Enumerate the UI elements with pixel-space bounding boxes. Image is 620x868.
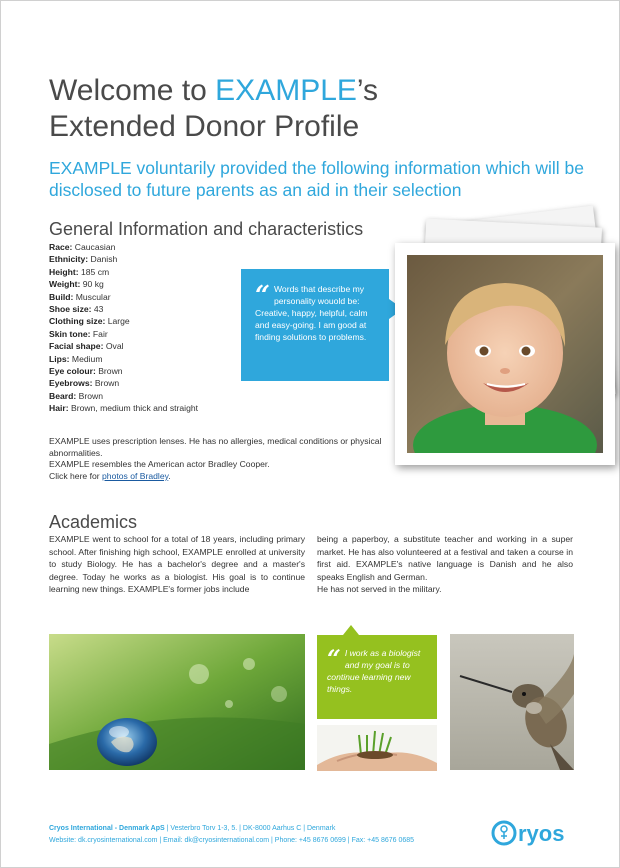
quote-mark-icon: “ [255, 281, 270, 311]
trait-label: Beard: [49, 390, 77, 401]
academics-column-right [317, 533, 573, 596]
trait-label: Eye colour: [49, 366, 96, 377]
trait-label: Height: [49, 266, 79, 277]
hands-sprout-image [317, 725, 437, 771]
water-drop-photo [49, 634, 305, 770]
footer-line2: Website: dk.cryosinternational.com | Email: dk@cryosinternational.com | Phone: +45 8676 0699 | Fax: +45 8676 0685 [49, 837, 415, 844]
quote-mark-icon-green: “ [327, 644, 341, 673]
hands-sprout-photo [317, 725, 437, 771]
trait-label: Skin tone: [49, 328, 91, 339]
trait-row [49, 328, 249, 340]
trait-value: Medium [69, 353, 103, 364]
water-drop-image [49, 634, 305, 770]
traits-list [49, 241, 249, 415]
resemblance-note: EXAMPLE resembles the American actor Bradley Cooper. [49, 459, 270, 470]
trait-value: Brown [92, 378, 120, 389]
trait-row [49, 278, 249, 290]
trait-row [49, 340, 249, 352]
footer [49, 823, 489, 847]
personality-quote-text: Words that describe my personality wouold be: Creative, happy, helpful, calm and easy-going. I am good at finding solutions to problems. [255, 284, 368, 342]
general-heading: General Information and characteristics [49, 219, 364, 239]
donor-child-photo-frame [395, 243, 615, 465]
general-notes [49, 436, 389, 482]
health-note: EXAMPLE uses prescription lenses. He has no allergies, medical conditions or physical abnormalities. [49, 436, 382, 458]
trait-label: Facial shape: [49, 341, 104, 352]
trait-value: 43 [91, 304, 104, 315]
trait-row [49, 315, 249, 327]
website-link[interactable]: Website: dk.cryosinternational.com [49, 837, 158, 844]
trait-row [49, 303, 249, 315]
city-postal: DK-8000 Aarhus C [242, 825, 302, 832]
child-photo [407, 255, 603, 453]
fax-number: Fax: +45 8676 0685 [351, 837, 415, 844]
military-note: He has not served in the military. [317, 584, 442, 595]
hummingbird-photo [450, 634, 574, 770]
footer-line1: Cryos International - Denmark ApS | Vesterbro Torv 1-3, 5. | DK-8000 Aarhus C | Denmark [49, 825, 336, 832]
trait-value: Brown [95, 366, 123, 377]
trait-value: Muscular [73, 291, 111, 302]
trait-label: Race: [49, 242, 73, 252]
child-photo-image [407, 255, 603, 453]
email-link[interactable]: Email: dk@cryosinternational.com [163, 837, 270, 844]
academics-right-text: being a paperboy, a substitute teacher and working in a super market. He has also volunteered at a festival and taken a course in first aid. EXAMPLE's native language is Danish and he also speaks English and German. [317, 534, 573, 582]
trait-row [49, 390, 249, 402]
trait-row [49, 266, 249, 278]
page-title [49, 73, 589, 145]
academics-heading: Academics [49, 512, 138, 532]
career-quote [317, 635, 437, 719]
trait-label: Ethnicity: [49, 254, 89, 265]
trait-value: 185 cm [78, 266, 110, 277]
trait-row [49, 402, 249, 414]
trait-label: Build: [49, 291, 74, 302]
trait-value: Oval [103, 341, 124, 352]
photos-link-suffix: . [168, 470, 171, 481]
trait-value: Brown, medium thick and straight [68, 403, 199, 414]
trait-value: 90 kg [80, 279, 104, 290]
donor-name: EXAMPLE [215, 74, 357, 107]
street-address: Vesterbro Torv 1-3, 5. [170, 825, 238, 832]
trait-label: Lips: [49, 353, 70, 364]
personality-quote [241, 269, 389, 381]
trait-value: Brown [76, 390, 103, 401]
logo-wordmark: ryos [518, 821, 565, 846]
trait-value: Caucasian [72, 242, 116, 252]
trait-label: Clothing size: [49, 316, 106, 327]
title-line2: Extended Donor Profile [49, 110, 360, 143]
hummingbird-image [450, 634, 574, 770]
country: Denmark [306, 825, 336, 832]
trait-row [49, 365, 249, 377]
photos-link-row [49, 471, 389, 483]
trait-row [49, 253, 249, 265]
academics-column-left: EXAMPLE went to school for a total of 18 years, including primary school. After finishing high school, EXAMPLE enrolled at university to study Biology. He has a bachelor's degree and a master's degree. Today he works as a biologist. His goal is to continue learning new things. EXAMPLE's former jobs include [49, 534, 305, 595]
company-name: Cryos International - Denmark ApS [49, 825, 165, 832]
trait-value: Fair [90, 328, 108, 339]
trait-value: Danish [88, 254, 118, 265]
trait-label: Shoe size: [49, 304, 92, 315]
title-possessive: ’s [356, 74, 379, 107]
phone-number: Phone: +45 8676 0699 [274, 837, 346, 844]
trait-row [49, 291, 249, 303]
trait-label: Weight: [49, 279, 81, 290]
trait-row [49, 377, 249, 389]
career-quote-text: I work as a biologist and my goal is to continue learning new things. [327, 648, 421, 694]
trait-row [49, 241, 249, 253]
cryos-logo [491, 816, 581, 850]
page-subtitle: EXAMPLE voluntarily provided the following information which will be disclosed to future parents as an aid in their selection [49, 158, 584, 200]
trait-label: Eyebrows: [49, 378, 93, 389]
trait-value: Large [105, 316, 130, 327]
trait-row [49, 353, 249, 365]
photos-link-prefix: Click here for [49, 470, 103, 481]
photos-of-bradley-link[interactable]: photos of Bradley [102, 470, 169, 481]
title-prefix: Welcome to [49, 74, 216, 107]
trait-label: Hair: [49, 403, 69, 414]
